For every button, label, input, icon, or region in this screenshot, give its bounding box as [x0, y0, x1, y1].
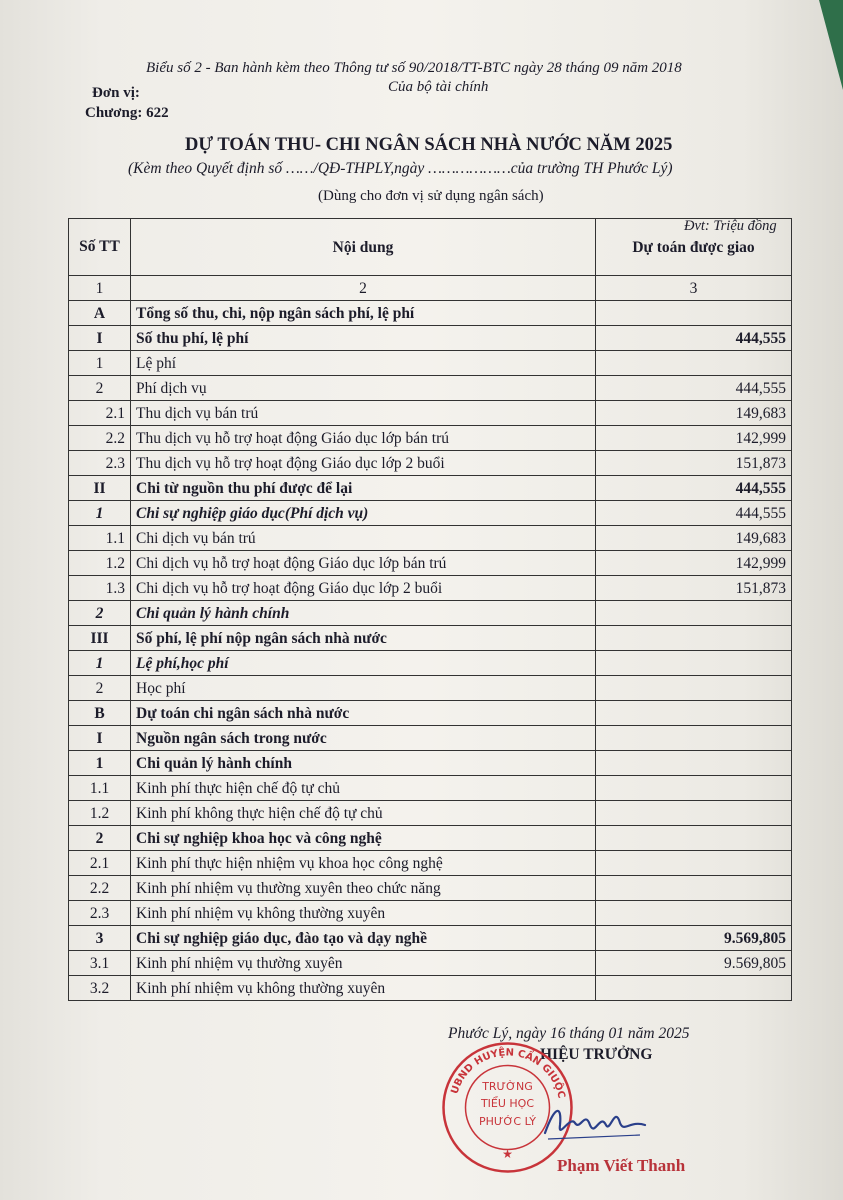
row-number-cell: 2.3	[69, 901, 131, 926]
stamp-line: TRƯỜNG	[482, 1080, 533, 1093]
row-number-cell: 2.2	[69, 876, 131, 901]
row-content-cell: Kinh phí nhiệm vụ không thường xuyên	[131, 976, 596, 1001]
row-content-cell: Phí dịch vụ	[131, 376, 596, 401]
row-value-cell	[596, 701, 792, 726]
row-content-cell: Số thu phí, lệ phí	[131, 326, 596, 351]
row-content-cell: Thu dịch vụ bán trú	[131, 401, 596, 426]
table-header-row	[69, 219, 792, 276]
chapter-label: Chương: 622	[85, 105, 169, 121]
table-row	[69, 626, 792, 651]
table-row	[69, 301, 792, 326]
row-number-cell: 2	[69, 601, 131, 626]
row-number-cell: 1	[69, 501, 131, 526]
row-value-cell	[596, 776, 792, 801]
row-content-cell: Kinh phí nhiệm vụ thường xuyên theo chức năng	[131, 876, 596, 901]
signer-role: HIỆU TRƯỞNG	[540, 1046, 653, 1063]
row-value-cell	[596, 876, 792, 901]
row-value-cell: 9.569,805	[596, 951, 792, 976]
unit-note: Đvt: Triệu đồng	[684, 218, 777, 234]
row-value-cell: 149,683	[596, 401, 792, 426]
index-cell: 1	[69, 276, 131, 301]
row-number-cell: 2.2	[69, 426, 131, 451]
row-value-cell	[596, 601, 792, 626]
row-content-cell: Thu dịch vụ hỗ trợ hoạt động Giáo dục lớp 2 buổi	[131, 451, 596, 476]
row-value-cell: 9.569,805	[596, 926, 792, 951]
signer-name: Phạm Viết Thanh	[557, 1156, 686, 1175]
table-row	[69, 701, 792, 726]
row-content-cell: Kinh phí không thực hiện chế độ tự chủ	[131, 801, 596, 826]
row-number-cell: A	[69, 301, 131, 326]
row-number-cell: 2.1	[69, 401, 131, 426]
table-row	[69, 901, 792, 926]
row-content-cell: Dự toán chi ngân sách nhà nước	[131, 701, 596, 726]
document-subtitle: (Kèm theo Quyết định số ……/QĐ-THPLY,ngày ………………của trường TH Phước Lý)	[128, 160, 673, 177]
row-number-cell: III	[69, 626, 131, 651]
table-row	[69, 376, 792, 401]
row-number-cell: 2	[69, 376, 131, 401]
row-content-cell: Thu dịch vụ hỗ trợ hoạt động Giáo dục lớp bán trú	[131, 426, 596, 451]
row-number-cell: 1.3	[69, 576, 131, 601]
row-number-cell: 2	[69, 676, 131, 701]
signature-scribble	[540, 1095, 650, 1145]
table-row	[69, 351, 792, 376]
table-row	[69, 726, 792, 751]
row-content-cell: Học phí	[131, 676, 596, 701]
row-number-cell: 2.3	[69, 451, 131, 476]
table-row	[69, 501, 792, 526]
row-content-cell: Chi sự nghiệp giáo dục, đào tạo và dạy nghề	[131, 926, 596, 951]
row-content-cell: Nguồn ngân sách trong nước	[131, 726, 596, 751]
table-row	[69, 451, 792, 476]
table-row	[69, 601, 792, 626]
row-value-cell	[596, 751, 792, 776]
row-content-cell: Chi sự nghiệp giáo dục(Phí dịch vụ)	[131, 501, 596, 526]
row-content-cell: Kinh phí nhiệm vụ thường xuyên	[131, 951, 596, 976]
row-number-cell: 1	[69, 651, 131, 676]
row-number-cell: 3.1	[69, 951, 131, 976]
row-value-cell	[596, 801, 792, 826]
table-row	[69, 826, 792, 851]
table-row	[69, 526, 792, 551]
place-date: Phước Lý, ngày 16 tháng 01 năm 2025	[448, 1025, 690, 1042]
budget-table-body	[69, 219, 792, 1001]
row-number-cell: 1.1	[69, 776, 131, 801]
table-row	[69, 676, 792, 701]
stamp-ring-text: UBND HUYỆN CẦN GIUỘC	[449, 1047, 567, 1100]
row-number-cell: B	[69, 701, 131, 726]
col-content-header: Nội dung	[131, 219, 596, 276]
row-content-cell: Chi dịch vụ hỗ trợ hoạt động Giáo dục lớp 2 buổi	[131, 576, 596, 601]
row-value-cell: 444,555	[596, 376, 792, 401]
row-number-cell: 2.1	[69, 851, 131, 876]
row-content-cell: Chi dịch vụ bán trú	[131, 526, 596, 551]
row-content-cell: Kinh phí thực hiện chế độ tự chủ	[131, 776, 596, 801]
row-value-cell	[596, 301, 792, 326]
table-row	[69, 401, 792, 426]
row-value-cell	[596, 901, 792, 926]
table-row	[69, 426, 792, 451]
row-content-cell: Kinh phí thực hiện nhiệm vụ khoa học công nghệ	[131, 851, 596, 876]
row-number-cell: 1.2	[69, 801, 131, 826]
row-value-cell	[596, 676, 792, 701]
row-value-cell: 444,555	[596, 326, 792, 351]
usage-note: (Dùng cho đơn vị sử dụng ngân sách)	[318, 188, 544, 204]
row-value-cell	[596, 726, 792, 751]
row-content-cell: Chi quản lý hành chính	[131, 751, 596, 776]
row-value-cell: 142,999	[596, 426, 792, 451]
row-number-cell: 3	[69, 926, 131, 951]
index-cell: 3	[596, 276, 792, 301]
row-content-cell: Số phí, lệ phí nộp ngân sách nhà nước	[131, 626, 596, 651]
row-value-cell: 149,683	[596, 526, 792, 551]
index-cell: 2	[131, 276, 596, 301]
table-row	[69, 651, 792, 676]
row-value-cell	[596, 976, 792, 1001]
row-value-cell	[596, 826, 792, 851]
page-corner-shadow	[803, 0, 843, 90]
row-number-cell: 1	[69, 751, 131, 776]
form-reference-line2: Của bộ tài chính	[388, 79, 489, 95]
row-number-cell: 1	[69, 351, 131, 376]
table-row	[69, 551, 792, 576]
row-number-cell: I	[69, 726, 131, 751]
table-row	[69, 326, 792, 351]
row-content-cell: Lệ phí	[131, 351, 596, 376]
budget-table	[68, 218, 792, 1001]
table-row	[69, 926, 792, 951]
col-value-header: Dự toán được giao	[596, 219, 792, 276]
row-content-cell: Tổng số thu, chi, nộp ngân sách phí, lệ phí	[131, 301, 596, 326]
row-value-cell	[596, 351, 792, 376]
row-value-cell: 151,873	[596, 451, 792, 476]
table-row	[69, 801, 792, 826]
form-reference-line: Biểu số 2 - Ban hành kèm theo Thông tư số 90/2018/TT-BTC ngày 28 tháng 09 năm 2018	[146, 60, 682, 76]
row-content-cell: Chi từ nguồn thu phí được để lại	[131, 476, 596, 501]
row-number-cell: 2	[69, 826, 131, 851]
row-content-cell: Kinh phí nhiệm vụ không thường xuyên	[131, 901, 596, 926]
stamp-star-icon: ★	[502, 1147, 513, 1161]
row-number-cell: II	[69, 476, 131, 501]
table-row	[69, 751, 792, 776]
table-row	[69, 951, 792, 976]
row-content-cell: Chi quản lý hành chính	[131, 601, 596, 626]
table-row	[69, 851, 792, 876]
unit-label: Đơn vị:	[92, 85, 140, 101]
table-row	[69, 876, 792, 901]
table-row	[69, 476, 792, 501]
row-number-cell: 3.2	[69, 976, 131, 1001]
row-value-cell: 151,873	[596, 576, 792, 601]
row-value-cell: 444,555	[596, 501, 792, 526]
row-value-cell: 142,999	[596, 551, 792, 576]
stamp-line: TIỂU HỌC	[480, 1097, 535, 1110]
table-row	[69, 976, 792, 1001]
row-number-cell: 1.2	[69, 551, 131, 576]
stamp-line: PHƯỚC LÝ	[479, 1115, 536, 1128]
row-content-cell: Chi sự nghiệp khoa học và công nghệ	[131, 826, 596, 851]
row-value-cell	[596, 651, 792, 676]
row-value-cell	[596, 626, 792, 651]
col-no-header: Số TT	[69, 219, 131, 276]
row-value-cell: 444,555	[596, 476, 792, 501]
row-content-cell: Chi dịch vụ hỗ trợ hoạt động Giáo dục lớp bán trú	[131, 551, 596, 576]
row-content-cell: Lệ phí,học phí	[131, 651, 596, 676]
row-number-cell: I	[69, 326, 131, 351]
row-number-cell: 1.1	[69, 526, 131, 551]
table-row	[69, 576, 792, 601]
row-value-cell	[596, 851, 792, 876]
table-row	[69, 776, 792, 801]
table-index-row	[69, 276, 792, 301]
document-title: DỰ TOÁN THU- CHI NGÂN SÁCH NHÀ NƯỚC NĂM 2025	[185, 135, 673, 155]
